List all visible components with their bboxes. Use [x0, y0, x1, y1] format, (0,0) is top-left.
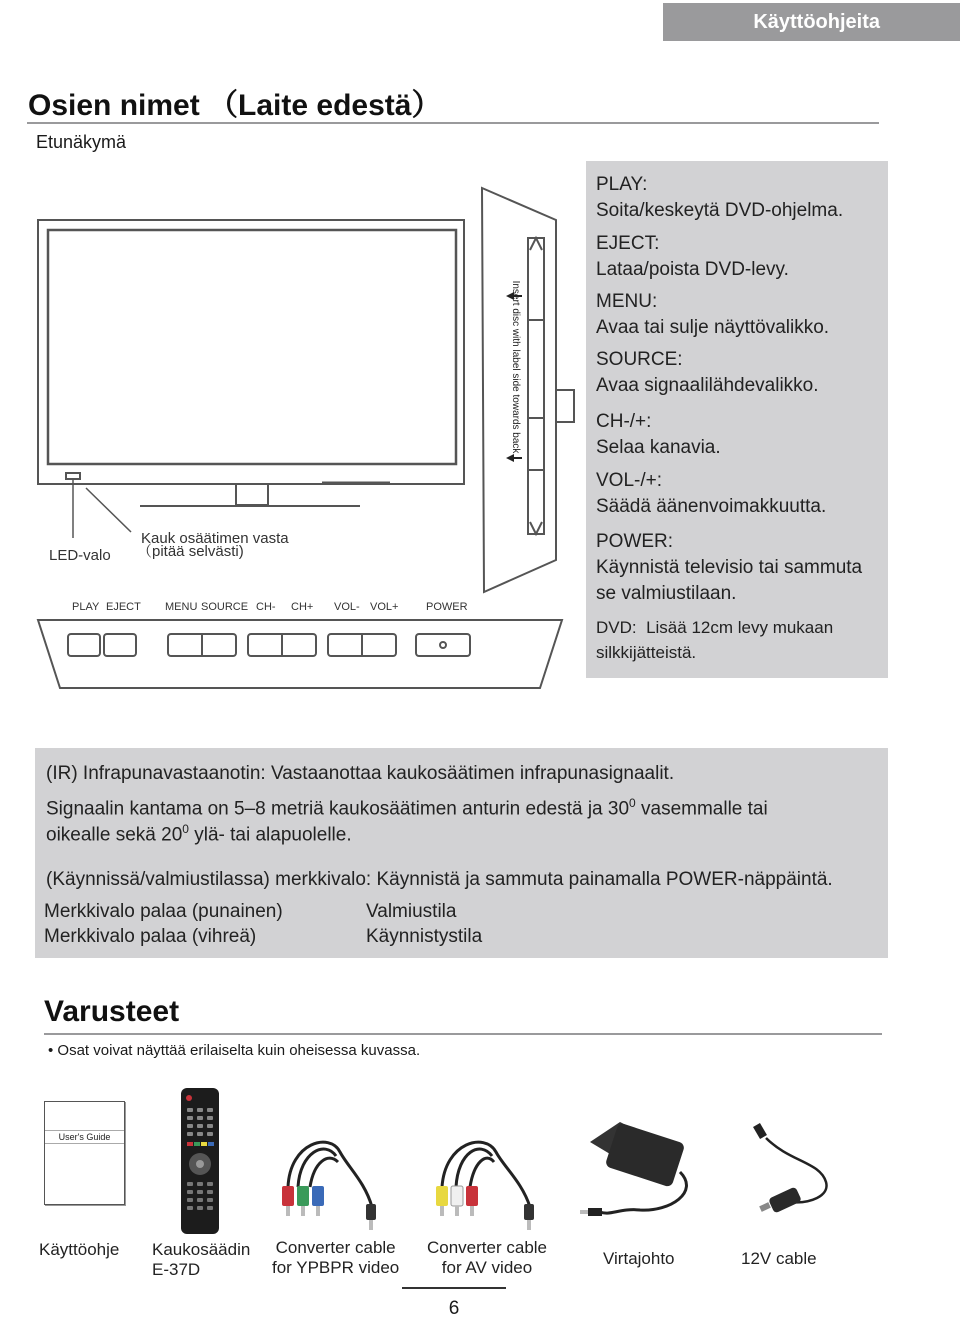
- caption-power-cable: Virtajohto: [603, 1249, 675, 1268]
- function-key: SOURCE:: [596, 349, 683, 370]
- caption-line: Kaukosäädin: [152, 1240, 251, 1259]
- state-value-standby: Valmiustila: [366, 901, 457, 922]
- function-key: DVD:: [596, 618, 637, 637]
- page-number: 6: [448, 1298, 460, 1319]
- caption-12v-cable: 12V cable: [741, 1249, 817, 1268]
- remote-sensor-note: （pitää selvästi): [137, 543, 244, 560]
- function-desc: Säädä äänenvoimakkuutta.: [596, 496, 827, 517]
- function-desc-cont: silkkijätteistä.: [596, 643, 697, 662]
- ir-range-text-2: [46, 822, 352, 846]
- footer-rule: [402, 1287, 506, 1289]
- function-menu: [596, 289, 829, 341]
- function-dvd: [596, 615, 833, 665]
- header-tab: [663, 3, 960, 41]
- state-value-on: Käynnistystila: [366, 926, 483, 947]
- section-title-parts: Osien nimet （Laite edestä）: [28, 89, 442, 122]
- car-cable-image: [730, 1112, 840, 1232]
- caption-line: Converter cable: [275, 1238, 396, 1257]
- button-label-menu: MENU: [165, 601, 198, 613]
- tv-screen: [48, 230, 456, 464]
- user-manual-image: [44, 1101, 125, 1205]
- function-power: [596, 529, 862, 607]
- function-source: [596, 347, 819, 399]
- tv-stand: [236, 484, 268, 505]
- function-key: CH-/+:: [596, 411, 652, 432]
- caption-line: for AV video: [441, 1258, 533, 1277]
- remote-control-image: [175, 1086, 225, 1236]
- caption-line: E-37D: [152, 1260, 201, 1279]
- section-divider-2: [44, 1033, 882, 1035]
- state-label-red: Merkkivalo palaa (punainen): [44, 901, 283, 922]
- state-label-green: Merkkivalo palaa (vihreä): [44, 926, 257, 947]
- header-tab-label: Käyttöohjeita: [753, 10, 880, 33]
- caption-line: Converter cable: [427, 1238, 548, 1257]
- section-divider: [27, 122, 879, 124]
- caption-line: for YPBPR video: [272, 1258, 400, 1277]
- button-label-play: PLAY: [72, 601, 100, 613]
- av-cable-image: [420, 1112, 560, 1232]
- function-desc: Avaa signaalilähdevalikko.: [596, 375, 819, 396]
- function-desc: Lataa/poista DVD-levy.: [596, 259, 789, 280]
- function-key: EJECT:: [596, 233, 660, 254]
- dvd-slot: [528, 238, 544, 534]
- function-volume: [596, 468, 826, 520]
- function-desc: Lisää 12cm levy mukaan: [646, 618, 834, 637]
- indicator-text: (Käynnissä/valmiustilassa) merkkivalo: Käynnistä ja sammuta painamalla POWER-näppäintä.: [46, 869, 833, 890]
- function-play: [596, 172, 843, 224]
- control-panel: [38, 620, 562, 688]
- button-label-power: POWER: [426, 601, 468, 613]
- button-label-vol-minus: VOL-: [334, 601, 360, 613]
- tv-bezel-outer: [38, 220, 464, 484]
- caption-av-cable: [427, 1238, 547, 1278]
- button-label-vol-plus: VOL+: [370, 601, 399, 613]
- manual-cover-title: User's Guide: [45, 1130, 124, 1144]
- function-channel: [596, 409, 721, 461]
- function-desc-cont: se valmiustilaan.: [596, 583, 737, 604]
- function-key: MENU:: [596, 291, 658, 312]
- ir-range-text: [46, 796, 768, 820]
- caption-manual: Käyttöohje: [39, 1240, 120, 1259]
- remote-sensor-label: Kauk osäätimen vasta: [141, 530, 289, 547]
- degree-sup: 0: [182, 822, 189, 836]
- button-label-source: SOURCE: [201, 601, 249, 613]
- ir-range-part: Signaalin kantama on 5–8 metriä kaukosäätimen anturin edestä ja 30: [46, 798, 630, 820]
- function-key: VOL-/+:: [596, 470, 662, 491]
- ir-range-part: oikealle sekä 20: [46, 824, 183, 846]
- function-desc: Soita/keskeytä DVD-ohjelma.: [596, 200, 844, 221]
- power-adapter-image: [580, 1112, 720, 1232]
- caption-remote: [152, 1240, 250, 1280]
- button-label-ch-plus: CH+: [291, 601, 314, 613]
- disc-insert-note: Insert disc with label side towards back: [510, 280, 521, 454]
- section-subtitle: Etunäkymä: [36, 132, 127, 152]
- ir-range-part: ylä- tai alapuolelle.: [188, 824, 352, 846]
- function-eject: [596, 231, 789, 283]
- led-label: LED-valo: [49, 547, 111, 564]
- degree-sup: 0: [629, 796, 636, 810]
- function-key: PLAY:: [596, 174, 648, 195]
- button-label-eject: EJECT: [106, 601, 141, 613]
- function-desc: Avaa tai sulje näyttövalikko.: [596, 317, 830, 338]
- ir-receiver-text: (IR) Infrapunavastaanotin: Vastaanottaa kaukosäätimen infrapunasignaalit.: [46, 763, 675, 784]
- function-desc: Selaa kanavia.: [596, 437, 721, 458]
- ir-range-part: vasemmalle tai: [635, 798, 768, 820]
- tv-front-diagram: [0, 160, 580, 700]
- function-desc: Käynnistä televisio tai sammuta: [596, 557, 863, 578]
- section-title-accessories: Varusteet: [44, 995, 180, 1028]
- ypbpr-cable-image: [270, 1112, 400, 1232]
- accessories-note: • Osat voivat näyttää erilaiselta kuin oheisessa kuvassa.: [48, 1042, 421, 1059]
- caption-ypbpr-cable: [272, 1238, 399, 1278]
- button-label-ch-minus: CH-: [256, 601, 276, 613]
- function-key: POWER:: [596, 531, 674, 552]
